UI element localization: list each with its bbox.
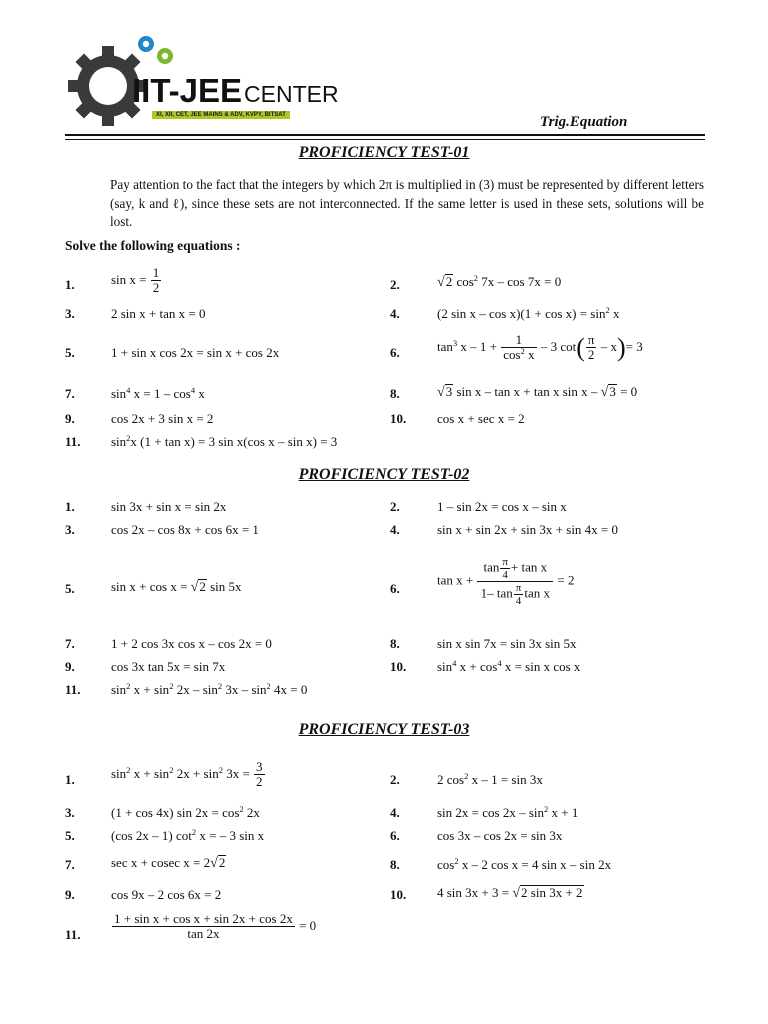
- equation: 2 $\cos^2 x - 1 = \sin 3x$: [437, 771, 543, 787]
- problem-number: 9.: [65, 411, 75, 426]
- problem-number: 5.: [65, 828, 75, 843]
- test-01-title: PROFICIENCY TEST-01: [298, 144, 470, 161]
- equation: $\sin 2x = \cos 2x - \sin^2 x + 1$: [437, 804, 579, 820]
- problem-number: 6.: [390, 828, 400, 843]
- problem-number: 8.: [390, 636, 400, 651]
- problem-number: 2.: [390, 772, 400, 787]
- equation: sin x sin 7x = sin 3x sin 5x: [437, 636, 577, 651]
- equation: 1 + 2 cos 3x cos x – cos 2x = 0: [111, 636, 272, 651]
- problem-number: 4.: [390, 522, 400, 537]
- equation: cos x + sec x = 2: [437, 411, 525, 426]
- equation: $\sin^4 x = 1 - \cos^4 x$: [111, 385, 205, 401]
- equation: (cos 2x – 1) $\cot^2 x$ = – 3 sin x: [111, 827, 265, 843]
- solve-heading: Solve the following equations :: [65, 238, 241, 253]
- problem-number: 9.: [65, 659, 75, 674]
- equation: $\cos^2 x - 2$ cos x = 4 sin x – sin 2x: [437, 856, 612, 872]
- equation: cos 2x + 3 sin x = 2: [111, 411, 214, 426]
- equation: 1 + sin x cos 2x = sin x + cos 2x: [111, 345, 280, 360]
- equation: $\tan^3 x - 1$ + $\frac{1}{\cos^2 x}$ – 3 cot( $\frac{\pi}{2}$ – x)= 3: [437, 332, 643, 363]
- problem-number: 11.: [65, 682, 81, 697]
- equation: 4 sin 3x + 3 = √2 sin 3x + 2: [437, 885, 583, 901]
- equation: cos 2x – cos 8x + cos 6x = 1: [111, 522, 259, 537]
- header-rule: [65, 134, 705, 136]
- logo-wordmark: [132, 72, 339, 110]
- logo-subtitle: XI, XII, CET, JEE MAINS & ADV, KVPY, BITSAT: [152, 111, 290, 119]
- problem-number: 5.: [65, 581, 75, 596]
- problem-number: 6.: [390, 581, 400, 596]
- problem-number: 1.: [65, 277, 75, 292]
- topic-label: Trig.Equation: [540, 114, 628, 130]
- problem-number: 9.: [65, 887, 75, 902]
- problem-number: 7.: [65, 636, 75, 651]
- equation: 2 sin x + tan x = 0: [111, 306, 206, 321]
- equation: $\sin^2 x + \sin^2 2x - \sin^2 3x - \sin^2 4x = 0$: [111, 681, 308, 697]
- equation: sin x = $\frac{1}{2}$: [111, 265, 160, 296]
- problem-number: 8.: [390, 386, 400, 401]
- problem-number: 11.: [65, 927, 81, 942]
- problem-number: 3.: [65, 522, 75, 537]
- problem-number: 5.: [65, 345, 75, 360]
- equation: $\sin^2 x + \sin^2 2x + \sin^2 3x$ = $\frac{3}{2}$: [111, 759, 263, 790]
- problem-number: 4.: [390, 306, 400, 321]
- problem-number: 7.: [65, 386, 75, 401]
- brand-logo: [68, 34, 339, 130]
- equation: 1 – sin 2x = cos x – sin x: [437, 499, 567, 514]
- equation: cos 9x – 2 cos 6x = 2: [111, 887, 222, 902]
- problem-number: 1.: [65, 499, 75, 514]
- equation: sec x + cosec x = 2√2: [111, 855, 226, 871]
- problem-number: 4.: [390, 805, 400, 820]
- equation: (1 + cos 4x) $\sin 2x = \cos^2 2x$: [111, 804, 260, 820]
- equation: (2 $\sin x - \cos x)(1 + \cos x) = \sin^2 x$: [437, 305, 620, 321]
- test-02-title: PROFICIENCY TEST-02: [298, 466, 470, 483]
- equation: sin x + cos x = √2 sin 5x: [111, 579, 242, 595]
- logo-center-text: CENTER: [244, 81, 339, 107]
- equation: tan x + tan $\frac{\pi}{4}$ + tan x 1– tan $\frac{\pi}{4}$ tan x = 2: [437, 556, 575, 608]
- test-03-title: PROFICIENCY TEST-03: [298, 721, 470, 738]
- header-rule-thin: [65, 139, 705, 140]
- problem-number: 3.: [65, 805, 75, 820]
- problem-number: 10.: [390, 411, 407, 426]
- equation: √2 $\cos^2 7x - \cos 7x = 0$: [437, 273, 562, 290]
- problem-number: 7.: [65, 857, 75, 872]
- equation: √3 sin x – tan x + tan x sin x – √3 = 0: [437, 384, 638, 400]
- equation: $\sin^4 x + \cos^4 x = \sin x$ cos x: [437, 658, 581, 674]
- equation: sin x + sin 2x + sin 3x + sin 4x = 0: [437, 522, 619, 537]
- equation: $\frac{\text{1 + sin x + cos x + sin 2x + cos 2x}}{\tan 2x}$ = 0: [114, 911, 317, 942]
- problem-number: 11.: [65, 434, 81, 449]
- problem-number: 1.: [65, 772, 75, 787]
- problem-number: 10.: [390, 659, 407, 674]
- problem-number: 2.: [390, 277, 400, 292]
- logo-iit-text: IIT-JEE: [132, 72, 243, 109]
- equation: $\sin^2x$ (1 + tan x) = 3 sin x(cos x – sin x) = 3: [111, 433, 338, 449]
- equation: cos 3x – cos 2x = sin 3x: [437, 828, 563, 843]
- problem-number: 6.: [390, 345, 400, 360]
- problem-number: 8.: [390, 857, 400, 872]
- intro-paragraph: Pay attention to the fact that the integers by which 2π is multiplied in (3) must be represented by different letters (say, k and ℓ), since these sets are not interconnected. If the same letter is used in these sets, solutions will be lost.: [110, 177, 704, 229]
- equation: sin 3x + sin x = sin 2x: [111, 499, 227, 514]
- problem-number: 10.: [390, 887, 407, 902]
- equation: cos 3x tan 5x = sin 7x: [111, 659, 226, 674]
- problem-number: 3.: [65, 306, 75, 321]
- problem-number: 2.: [390, 499, 400, 514]
